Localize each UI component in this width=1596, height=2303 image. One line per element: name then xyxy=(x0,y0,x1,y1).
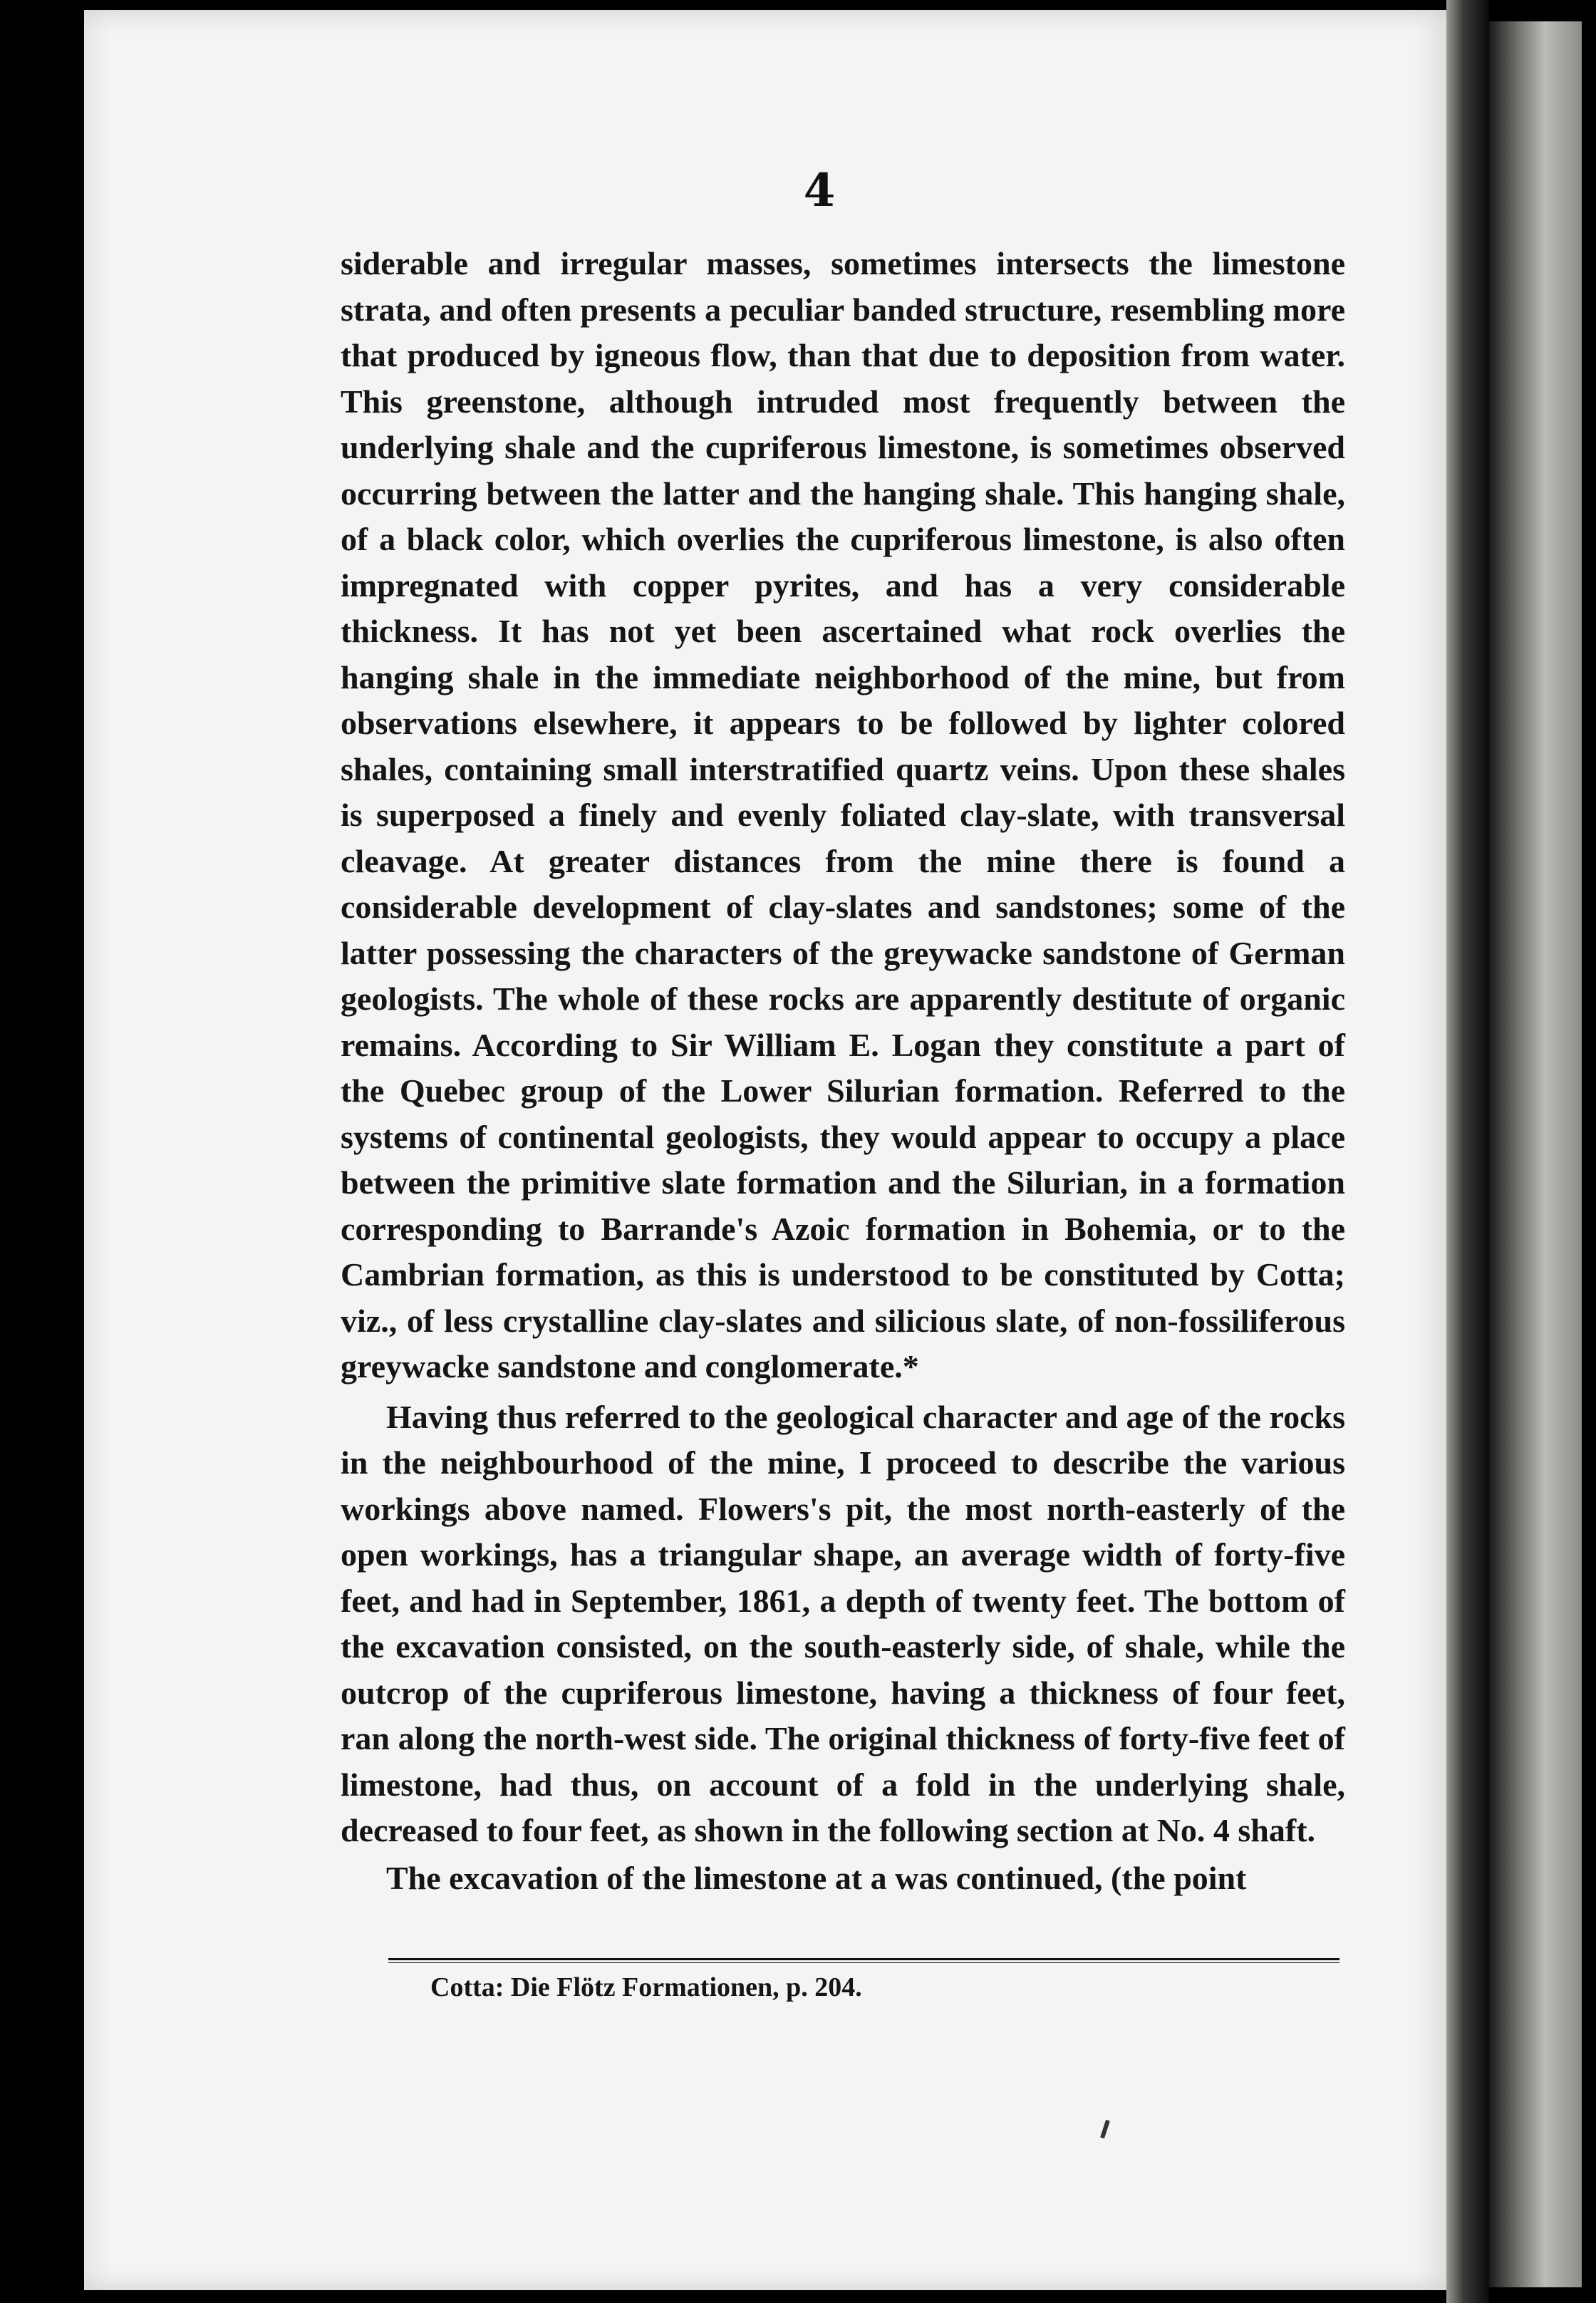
page-gutter xyxy=(1446,0,1489,2303)
footnote-rule xyxy=(388,1958,1340,1963)
paragraph: The excavation of the limestone at a was continued, (the point xyxy=(386,1859,1247,1896)
footnote: Cotta: Die Flötz Formationen, p. 204. xyxy=(430,1972,862,2002)
page-number: 4 xyxy=(803,164,836,217)
body-text xyxy=(341,241,1345,1901)
paragraph: siderable and irregular masses, sometimes intersects the limestone strata, and often presents a peculiar banded structure, resembling more that produced by igneous flow, than that due to deposition from water. This greenstone, although intruded most frequently between the underlying shale and the cupriferous limestone, is sometimes observed occurring between the latter and the hanging shale. This hanging shale, of a black color, which overlies the cupriferous limestone, is also often impregnated with copper pyrites, and has a very considerable thickness. It has not yet been ascertained what rock overlies the hanging shale in the immediate neighborhood of the mine, but from observations elsewhere, it appears to be followed by lighter colored shales, containing small interstratified quartz veins. Upon these shales is superposed a finely and evenly foliated clay-slate, with transversal cleavage. At greater distances from the mine there is found a considerable development of clay-slates and sandstones; some of the latter possessing the characters of the greywacke sandstone of German geologists. The whole of these rocks are apparently destitute of organic remains. According to Sir William E. Logan they constitute a part of the Quebec group of the Lower Silurian formation. Referred to the systems of continental geologists, they would appear to occupy a place between the primitive slate formation and the Silurian, in a formation corresponding to Barrande's Azoic formation in Bohemia, or to the Cambrian formation, as this is understood to be constituted by Cotta; viz., of less crystalline clay-slates and silicious slate, of non-fossiliferous greywacke sandstone and conglomerate.* xyxy=(341,245,1345,1385)
paragraph: Having thus referred to the geological character and age of the rocks in the neighbourhood of the mine, I proceed to describe the various workings above named. Flowers's pit, the most north-easterly of the open workings, has a triangular shape, an average width of forty-five feet, and had in September, 1861, a depth of twenty feet. The bottom of the excavation consisted, on the south-easterly side, of shale, while the outcrop of the cupriferous limestone, having a thickness of four feet, ran along the north-west side. The original thickness of forty-five feet of limestone, had thus, on account of a fold in the underlying shale, decreased to four feet, as shown in the following section at No. 4 shaft. xyxy=(341,1398,1345,1848)
next-page-edge xyxy=(1489,21,1582,2287)
